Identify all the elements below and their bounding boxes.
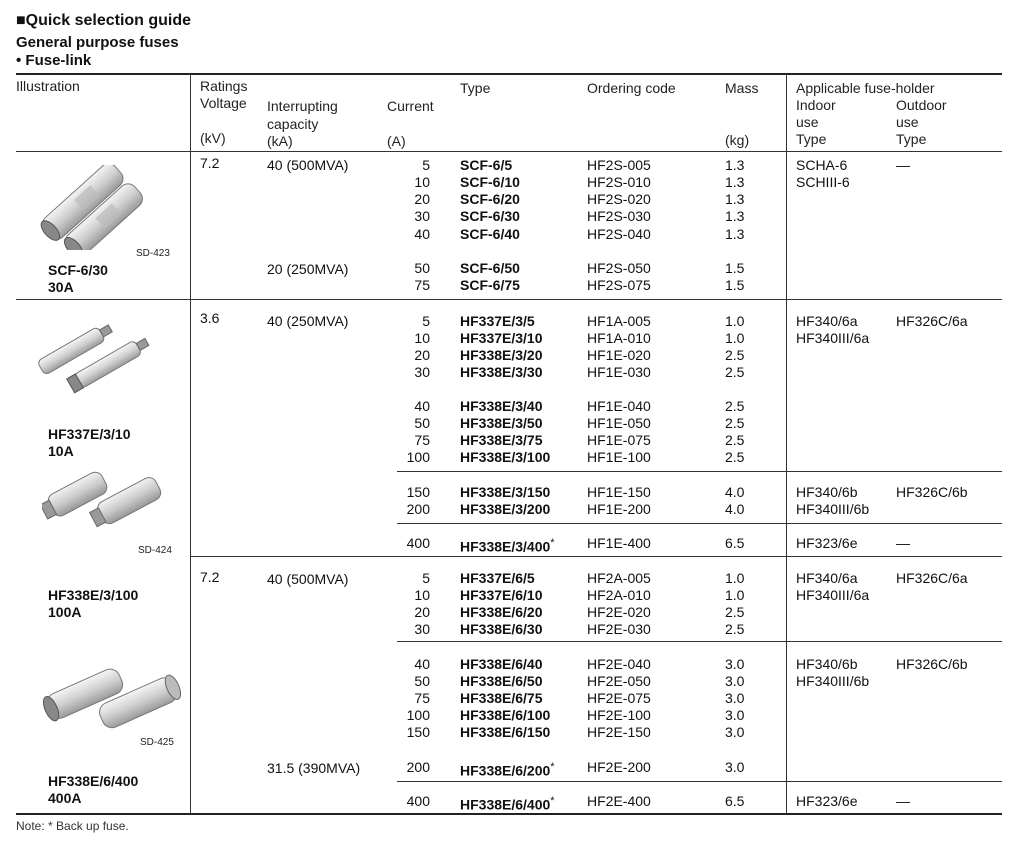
- column-divider: [786, 74, 787, 813]
- backup-fuse-marker: *: [550, 537, 555, 549]
- capacity-cell: 20 (250MVA): [267, 261, 349, 277]
- table-top-rule: [16, 73, 1002, 75]
- capacity-cell: 31.5 (390MVA): [267, 760, 361, 776]
- current-cell: 30: [414, 364, 430, 380]
- current-cell: 50: [414, 260, 430, 276]
- type-cell: [460, 587, 543, 604]
- mass-cell: 1.0: [725, 570, 745, 586]
- mass-cell: 4.0: [725, 501, 745, 517]
- ordering-code-cell: HF2A-010: [587, 587, 651, 603]
- mass-cell: 1.3: [725, 226, 745, 242]
- ordering-code-cell: HF2S-050: [587, 260, 651, 276]
- mass-cell: 1.0: [725, 587, 745, 603]
- ordering-code-cell: HF1E-200: [587, 501, 651, 517]
- mass-cell: 3.0: [725, 724, 745, 740]
- subgroup-rule: [397, 641, 1002, 642]
- footnote: Note: * Back up fuse.: [16, 819, 129, 833]
- figure-code: SD-425: [140, 737, 174, 748]
- type-cell: [460, 347, 543, 364]
- type-name: HF337E/3/10: [460, 330, 543, 346]
- mass-cell: 2.5: [725, 398, 745, 414]
- mass-cell: 1.3: [725, 191, 745, 207]
- mass-cell: 1.0: [725, 313, 745, 329]
- header-outdoor-type: Type: [896, 131, 927, 147]
- type-cell: [460, 673, 543, 690]
- type-cell: [460, 330, 543, 347]
- type-name: HF338E/3/50: [460, 415, 543, 431]
- header-capacity: capacity: [267, 116, 319, 132]
- header-illustration: Illustration: [16, 78, 80, 94]
- fuse-illustration-hf337: [38, 318, 153, 398]
- type-name: HF338E/6/400: [460, 796, 551, 813]
- current-cell: 100: [406, 449, 430, 465]
- ordering-code-cell: HF2S-075: [587, 277, 651, 293]
- header-mass-unit: (kg): [725, 132, 750, 148]
- fuse-illustration-scf: [30, 165, 145, 250]
- header-ratings: Ratings: [200, 78, 248, 94]
- holder-outdoor: HF326C/6a: [896, 313, 968, 329]
- type-name: HF338E/6/150: [460, 724, 551, 740]
- mass-cell: 1.5: [725, 260, 745, 276]
- current-cell: 200: [406, 759, 430, 775]
- mass-cell: 6.5: [725, 535, 745, 551]
- holder-outdoor: HF326C/6a: [896, 570, 968, 586]
- holder-outdoor: —: [896, 157, 910, 173]
- voltage-cell: 3.6: [200, 310, 220, 326]
- fuse-illustration-hf338-3: [42, 460, 167, 535]
- ordering-code-cell: HF2E-400: [587, 793, 651, 809]
- header-current: Current: [387, 98, 434, 114]
- header-mass: Mass: [725, 80, 759, 96]
- figure-label: HF338E/6/400: [48, 773, 139, 789]
- type-cell: [460, 690, 543, 707]
- type-cell: [460, 432, 543, 449]
- type-name: HF337E/6/5: [460, 570, 535, 586]
- type-name: HF338E/3/20: [460, 347, 543, 363]
- backup-fuse-marker: *: [550, 795, 555, 807]
- mass-cell: 2.5: [725, 364, 745, 380]
- subgroup-rule: [397, 781, 1002, 782]
- type-cell: [460, 174, 520, 191]
- type-cell: [460, 570, 535, 587]
- mass-cell: 6.5: [725, 793, 745, 809]
- type-cell: [460, 656, 543, 673]
- header-voltage-unit: (kV): [200, 130, 226, 146]
- figure-label: SCF-6/30: [48, 262, 108, 278]
- ordering-code-cell: HF1E-100: [587, 449, 651, 465]
- type-cell: [460, 484, 550, 501]
- header-holder: Applicable fuse-holder: [796, 80, 935, 96]
- current-cell: 75: [414, 690, 430, 706]
- type-cell: [460, 707, 550, 724]
- figure-amp: 100A: [48, 604, 82, 620]
- ordering-code-cell: HF1E-050: [587, 415, 651, 431]
- holder-outdoor: HF326C/6b: [896, 656, 968, 672]
- ordering-code-cell: HF2S-010: [587, 174, 651, 190]
- current-cell: 150: [406, 724, 430, 740]
- type-name: HF338E/3/400: [460, 538, 551, 555]
- type-cell: [460, 759, 555, 780]
- mass-cell: 3.0: [725, 673, 745, 689]
- group-rule: [190, 556, 1002, 557]
- type-cell: [460, 621, 543, 638]
- group-rule: [16, 299, 1002, 300]
- type-cell: [460, 724, 550, 741]
- holder-indoor: HF340/6b HF340III/6b: [796, 484, 870, 517]
- current-cell: 150: [406, 484, 430, 500]
- voltage-cell: 7.2: [200, 155, 220, 171]
- holder-outdoor: —: [896, 793, 910, 809]
- type-name: SCF-6/40: [460, 226, 520, 242]
- mass-cell: 3.0: [725, 656, 745, 672]
- header-current-unit: (A): [387, 133, 406, 149]
- type-name: HF338E/6/20: [460, 604, 543, 620]
- mass-cell: 1.3: [725, 157, 745, 173]
- mass-cell: 2.5: [725, 604, 745, 620]
- type-name: HF337E/3/5: [460, 313, 535, 329]
- ordering-code-cell: HF1E-075: [587, 432, 651, 448]
- holder-outdoor: HF326C/6b: [896, 484, 968, 500]
- ordering-code-cell: HF1E-150: [587, 484, 651, 500]
- ordering-code-cell: HF1E-040: [587, 398, 651, 414]
- current-cell: 10: [414, 587, 430, 603]
- ordering-code-cell: HF2S-040: [587, 226, 651, 242]
- current-cell: 10: [414, 330, 430, 346]
- type-name: HF338E/6/100: [460, 707, 551, 723]
- type-name: HF338E/3/30: [460, 364, 543, 380]
- holder-indoor: HF340/6a HF340III/6a: [796, 313, 870, 346]
- current-cell: 75: [414, 432, 430, 448]
- type-cell: [460, 313, 535, 330]
- current-cell: 20: [414, 191, 430, 207]
- type-name: HF338E/3/75: [460, 432, 543, 448]
- capacity-cell: 40 (250MVA): [267, 313, 349, 329]
- header-indoor-use: use: [796, 114, 819, 130]
- header-indoor: Indoor: [796, 97, 836, 113]
- current-cell: 30: [414, 621, 430, 637]
- type-name: HF338E/6/50: [460, 673, 543, 689]
- header-indoor-type: Type: [796, 131, 827, 147]
- voltage-cell: 7.2: [200, 569, 220, 585]
- current-cell: 10: [414, 174, 430, 190]
- type-name: HF337E/6/10: [460, 587, 543, 603]
- figure-code: SD-423: [136, 248, 170, 259]
- mass-cell: 1.0: [725, 330, 745, 346]
- type-cell: [460, 449, 550, 466]
- type-name: SCF-6/20: [460, 191, 520, 207]
- type-name: HF338E/6/30: [460, 621, 543, 637]
- holder-outdoor: —: [896, 535, 910, 551]
- type-cell: [460, 260, 520, 277]
- type-name: HF338E/6/75: [460, 690, 543, 706]
- type-name: HF338E/3/40: [460, 398, 543, 414]
- ordering-code-cell: HF2S-005: [587, 157, 651, 173]
- figure-label: HF338E/3/100: [48, 587, 139, 603]
- ordering-code-cell: HF1A-010: [587, 330, 651, 346]
- mass-cell: 1.3: [725, 208, 745, 224]
- type-cell: [460, 793, 555, 814]
- current-cell: 40: [414, 226, 430, 242]
- type-cell: [460, 415, 543, 432]
- header-bottom-rule: [16, 151, 1002, 152]
- type-name: HF338E/3/100: [460, 449, 551, 465]
- type-name: HF338E/6/40: [460, 656, 543, 672]
- column-divider: [190, 74, 191, 813]
- mass-cell: 2.5: [725, 449, 745, 465]
- current-cell: 40: [414, 398, 430, 414]
- current-cell: 5: [422, 313, 430, 329]
- ordering-code-cell: HF1E-400: [587, 535, 651, 551]
- type-name: SCF-6/5: [460, 157, 513, 173]
- type-cell: [460, 364, 543, 381]
- ordering-code-cell: HF2A-005: [587, 570, 651, 586]
- ordering-code-cell: HF2S-020: [587, 191, 651, 207]
- page-title: ■Quick selection guide: [16, 12, 192, 29]
- figure-amp: 10A: [48, 443, 74, 459]
- type-cell: [460, 604, 543, 621]
- current-cell: 50: [414, 415, 430, 431]
- current-cell: 50: [414, 673, 430, 689]
- holder-indoor: HF340/6a HF340III/6a: [796, 570, 870, 603]
- holder-indoor: SCHA-6 SCHIII-6: [796, 157, 850, 190]
- mass-cell: 2.5: [725, 415, 745, 431]
- current-cell: 200: [406, 501, 430, 517]
- ordering-code-cell: HF2E-100: [587, 707, 651, 723]
- mass-cell: 1.5: [725, 277, 745, 293]
- backup-fuse-marker: *: [550, 761, 555, 773]
- ordering-code-cell: HF2E-050: [587, 673, 651, 689]
- type-cell: [460, 277, 520, 294]
- type-cell: [460, 398, 543, 415]
- section-title: General purpose fuses: [16, 34, 179, 51]
- current-cell: 30: [414, 208, 430, 224]
- header-outdoor: Outdoor: [896, 97, 947, 113]
- current-cell: 20: [414, 347, 430, 363]
- ordering-code-cell: HF2E-150: [587, 724, 651, 740]
- header-voltage: Voltage: [200, 95, 247, 111]
- figure-amp: 400A: [48, 790, 82, 806]
- ordering-code-cell: HF1E-030: [587, 364, 651, 380]
- current-cell: 20: [414, 604, 430, 620]
- header-outdoor-use: use: [896, 114, 919, 130]
- capacity-cell: 40 (500MVA): [267, 157, 349, 173]
- current-cell: 5: [422, 157, 430, 173]
- header-capacity-unit: (kA): [267, 133, 293, 149]
- figure-code: SD-424: [138, 545, 172, 556]
- mass-cell: 2.5: [725, 621, 745, 637]
- type-name: HF338E/3/200: [460, 501, 551, 517]
- type-name: SCF-6/10: [460, 174, 520, 190]
- holder-indoor: HF323/6e: [796, 793, 858, 809]
- ordering-code-cell: HF1A-005: [587, 313, 651, 329]
- ordering-code-cell: HF2E-200: [587, 759, 651, 775]
- type-name: SCF-6/75: [460, 277, 520, 293]
- mass-cell: 3.0: [725, 690, 745, 706]
- type-cell: [460, 535, 555, 556]
- ordering-code-cell: HF2E-020: [587, 604, 651, 620]
- type-name: SCF-6/50: [460, 260, 520, 276]
- mass-cell: 1.3: [725, 174, 745, 190]
- fuse-illustration-hf338-6: [42, 658, 182, 738]
- holder-indoor: HF340/6b HF340III/6b: [796, 656, 870, 689]
- subsection-title: • Fuse-link: [16, 52, 92, 69]
- type-name: SCF-6/30: [460, 208, 520, 224]
- current-cell: 400: [406, 793, 430, 809]
- current-cell: 100: [406, 707, 430, 723]
- current-cell: 400: [406, 535, 430, 551]
- type-cell: [460, 501, 550, 518]
- ordering-code-cell: HF2E-030: [587, 621, 651, 637]
- type-name: HF338E/6/200: [460, 762, 551, 779]
- header-ordering-code: Ordering code: [587, 80, 676, 96]
- subgroup-rule: [397, 523, 1002, 524]
- figure-amp: 30A: [48, 279, 74, 295]
- ordering-code-cell: HF1E-020: [587, 347, 651, 363]
- mass-cell: 2.5: [725, 432, 745, 448]
- mass-cell: 3.0: [725, 707, 745, 723]
- capacity-cell: 40 (500MVA): [267, 571, 349, 587]
- mass-cell: 2.5: [725, 347, 745, 363]
- ordering-code-cell: HF2S-030: [587, 208, 651, 224]
- mass-cell: 3.0: [725, 759, 745, 775]
- type-cell: [460, 191, 520, 208]
- type-cell: [460, 226, 520, 243]
- ordering-code-cell: HF2E-075: [587, 690, 651, 706]
- subgroup-rule: [397, 471, 1002, 472]
- type-cell: [460, 157, 512, 174]
- type-cell: [460, 208, 520, 225]
- type-name: HF338E/3/150: [460, 484, 551, 500]
- current-cell: 5: [422, 570, 430, 586]
- header-type: Type: [460, 80, 491, 96]
- current-cell: 40: [414, 656, 430, 672]
- figure-label: HF337E/3/10: [48, 426, 131, 442]
- mass-cell: 4.0: [725, 484, 745, 500]
- ordering-code-cell: HF2E-040: [587, 656, 651, 672]
- current-cell: 75: [414, 277, 430, 293]
- holder-indoor: HF323/6e: [796, 535, 858, 551]
- header-interrupting: Interrupting: [267, 98, 338, 114]
